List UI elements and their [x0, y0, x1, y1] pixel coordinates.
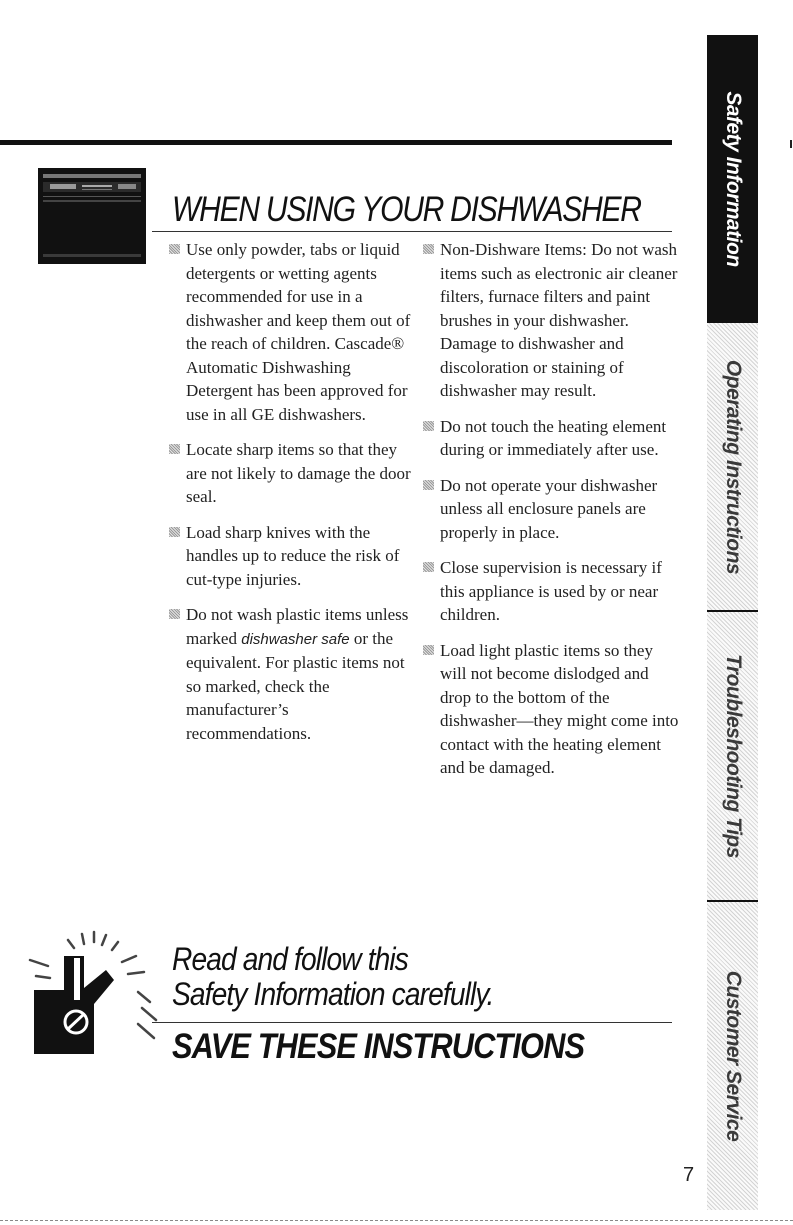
tab-label: Customer Service — [721, 970, 745, 1142]
list-item-text: Load light plastic items so they will not become dislodged and drop to the bottom of the dishwasher—they might come into contact with the heating element and be damaged. — [440, 640, 679, 777]
right-column — [422, 238, 680, 792]
notice-line-2: Safety Information carefully. — [172, 976, 494, 1012]
list-item-text-after: or the equivalent. For plastic items not so marked, check the manufacturer’s recommendations. — [186, 628, 405, 743]
list-item — [168, 603, 413, 745]
left-column — [168, 238, 413, 757]
list-item-text: Do not touch the heating element during or immediately after use. — [440, 416, 667, 459]
list-item — [168, 238, 413, 426]
bottom-rule — [0, 1220, 793, 1221]
tab-label: Operating Instructions — [721, 359, 745, 574]
list-item — [422, 415, 680, 462]
section-title: WHEN USING YOUR DISHWASHER — [172, 190, 641, 229]
bullet-icon — [169, 609, 180, 619]
bullet-icon — [423, 645, 434, 655]
list-item-text: Locate sharp items so that they are not likely to damage the door seal. — [186, 440, 411, 506]
list-item-text: Use only powder, tabs or liquid detergents or wetting agents recommended for use in a dishwasher and keep them out of the reach of children. Cascade® Automatic Dishwashing Detergent has been approved for use in all GE dishwashers. — [186, 240, 411, 424]
page-number: 7 — [683, 1164, 695, 1186]
header-rule — [0, 140, 672, 145]
tab-troubleshooting-tips[interactable] — [707, 612, 758, 900]
list-item-text: Non-Dishware Items: Do not wash items such as electronic air cleaner filters, furnace filters and paint brushes in your dishwasher. Damage to dishwasher and discoloration or staining of dishwasher may result. — [440, 240, 678, 400]
dishwasher-safe-emphasis: dishwasher safe — [241, 630, 350, 648]
list-item — [422, 556, 680, 627]
dishwasher-illustration-icon — [38, 168, 146, 264]
bullet-icon — [423, 244, 434, 254]
section-tabs — [707, 35, 758, 1210]
list-item-text: Do not operate your dishwasher unless all enclosure panels are properly in place. — [440, 475, 658, 542]
edge-mark — [790, 140, 792, 148]
bullet-icon — [423, 480, 434, 490]
bullet-icon — [423, 421, 434, 431]
warning-hand-icon — [24, 930, 164, 1056]
notice-rule — [152, 1022, 672, 1023]
notice-line-1: Read and follow this — [172, 941, 408, 977]
bullet-icon — [169, 244, 180, 254]
list-item-text-before: Do not wash plastic items unless marked — [186, 605, 409, 648]
list-item — [168, 521, 413, 592]
tab-label: Troubleshooting Tips — [721, 654, 745, 858]
list-item — [422, 639, 680, 780]
title-rule — [152, 231, 672, 232]
bullet-icon — [423, 562, 434, 572]
save-instructions-heading: SAVE THESE INSTRUCTIONS — [172, 1027, 585, 1066]
list-item — [168, 438, 413, 509]
list-item — [422, 474, 680, 545]
bullet-icon — [169, 444, 180, 454]
list-item-text: Load sharp knives with the handles up to reduce the risk of cut-type injuries. — [186, 522, 400, 589]
tab-safety-information[interactable] — [707, 35, 758, 323]
tab-customer-service[interactable] — [707, 902, 758, 1210]
tab-operating-instructions[interactable] — [707, 323, 758, 610]
list-item — [422, 238, 680, 403]
bullet-icon — [169, 527, 180, 537]
tab-label: Safety Information — [721, 91, 745, 267]
list-item-text: Close supervision is necessary if this appliance is used by or near children. — [440, 558, 662, 624]
